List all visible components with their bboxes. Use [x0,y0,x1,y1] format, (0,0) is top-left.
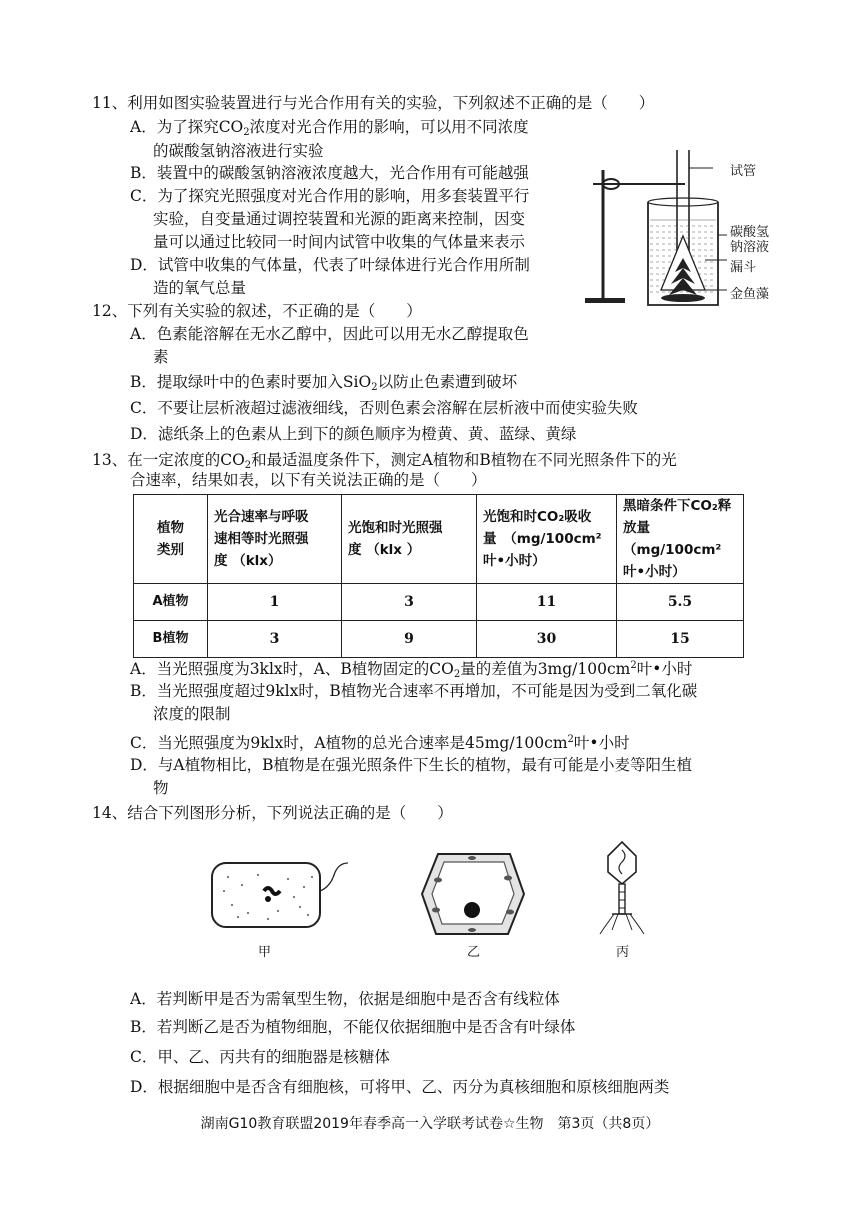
cell: 3 [342,584,477,621]
q13-option-a: A．当光照强度为3klx时，A、B植物固定的$CO_2$量的差值为$3mg/100cm^2$叶•小时 [130,660,693,680]
q13-stem-cont: 合速率，结果如表，以下有关说法正确的是（ ） [130,471,487,489]
q12-stem: 12、下列有关实验的叙述，不正确的是（ ） [92,302,422,320]
cell: 11 [477,584,617,621]
q11-option-c-cont: 实验，自变量通过调控装置和光源的距离来控制，因变 [153,210,526,228]
figure-label-jia: 甲 [258,945,272,960]
q11-option-c-cont2: 量可以通过比较同一时间内试管中收集的气体量来表示 [153,233,526,251]
apparatus-label-funnel: 漏斗 [730,260,757,275]
q11-stem: 11、利用如图实验装置进行与光合作用有关的实验，下列叙述不正确的是（ ） [92,94,655,112]
cell: 5.5 [617,584,744,621]
cell: 15 [617,621,744,658]
bacterium-figure [208,855,358,935]
header-co2-absorption: 光饱和时CO₂吸收 量 （mg/100cm² 叶•小时） [477,495,617,584]
apparatus-label-solution-2: 钠溶液 [730,240,770,255]
virus-figure [592,838,652,938]
q13-stem: 13、在一定浓度的$CO_2$和最适温度条件下，测定A植物和B植物在不同光照条件下的光 [92,451,677,471]
q14-stem: 14、结合下列图形分析，下列说法正确的是（ ） [92,804,453,822]
row-name: A植物 [134,584,208,621]
q13-option-b: B．当光照强度超过9klx时，B植物光合速率不再增加，不可能是因为受到二氧化碳 [130,682,698,700]
q11-option-c: C．为了探究光照强度对光合作用的影响，用多套装置平行 [130,187,530,205]
cell: 30 [477,621,617,658]
cell: 3 [208,621,342,658]
q12-option-b: B．提取绿叶中的色素时要加入SiO$_2$以防止色素遭到破坏 [130,373,518,393]
q14-option-c: C．甲、乙、丙共有的细胞器是核糖体 [130,1048,390,1066]
q12-option-d: D．滤纸条上的色素从上到下的颜色顺序为橙黄、黄、蓝绿、黄绿 [130,425,577,443]
q14-option-d: D．根据细胞中是否含有细胞核，可将甲、乙、丙分为真核细胞和原核细胞两类 [130,1078,670,1096]
header-saturation-point: 光饱和时光照强 度 （klx ） [342,495,477,584]
q13-option-d: D．与A植物相比，B植物是在强光照条件下生长的植物，最有可能是小麦等阳生植 [130,756,693,774]
figure-label-yi: 乙 [467,945,481,960]
apparatus-label-tube: 试管 [730,164,757,179]
apparatus-label-plant: 金鱼藻 [730,287,770,302]
cell: 9 [342,621,477,658]
q12-option-a: A．色素能溶解在无水乙醇中，因此可以用无水乙醇提取色 [130,325,529,343]
table-row [134,584,744,621]
header-compensation-point: 光合速率与呼吸 速相等时光照强 度 （klx） [208,495,342,584]
apparatus-label-solution: 碳酸氢 [730,225,770,240]
table-header-row [134,495,744,584]
q11-option-d: D．试管中收集的气体量，代表了叶绿体进行光合作用所制 [130,256,530,274]
plant-cell-figure [418,850,528,938]
row-name: B植物 [134,621,208,658]
q13-option-b-cont: 浓度的限制 [153,705,231,723]
page-footer: 湖南G10教育联盟2019年春季高一入学联考试卷☆生物 第3页（共8页） [200,1116,660,1132]
q12-option-a-cont: 素 [153,348,169,366]
q13-option-c: C．当光照强度为9klx时，A植物的总光合速率是$45mg/100cm^2$叶•小时 [130,734,630,752]
q11-option-b: B．装置中的碳酸氢钠溶液浓度越大，光合作用有可能越强 [130,164,529,182]
cell: 1 [208,584,342,621]
table-row [134,621,744,658]
header-plant-type: 植物 类别 [134,495,208,584]
q14-option-b: B．若判断乙是否为植物细胞，不能仅依据细胞中是否含有叶绿体 [130,1018,576,1036]
q13-data-table [133,494,744,658]
header-co2-release: 黑暗条件下CO₂释 放量 （mg/100cm² 叶•小时） [617,495,744,584]
q11-option-d-cont: 造的氧气总量 [153,279,247,297]
q11-option-a: A．为了探究$CO_2$浓度对光合作用的影响，可以用不同浓度 [130,118,529,138]
q13-option-d-cont: 物 [153,779,169,797]
figure-label-bing: 丙 [616,945,630,960]
q12-option-c: C．不要让层析液超过滤液细线，否则色素会溶解在层析液中而使实验失败 [130,399,638,417]
q11-option-a-cont: 的碳酸氢钠溶液进行实验 [153,142,324,160]
q14-option-a: A．若判断甲是否为需氧型生物，依据是细胞中是否含有线粒体 [130,990,560,1008]
